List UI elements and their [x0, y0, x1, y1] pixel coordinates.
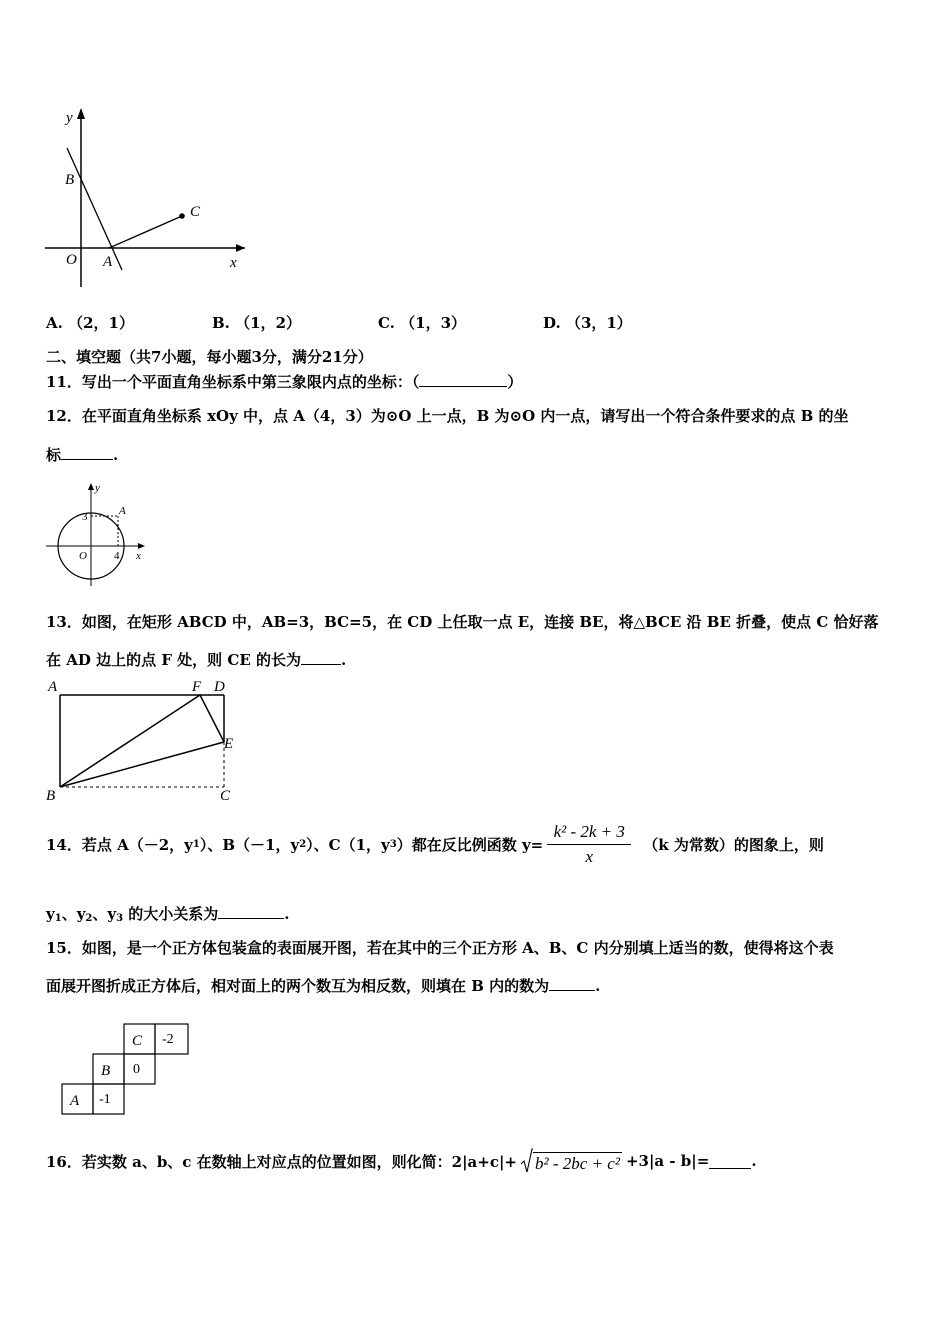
x-axis-arrow-icon: [236, 244, 245, 252]
answer-blank-16: [709, 1154, 751, 1169]
answer-blank-11: [419, 372, 507, 387]
label-f: F: [192, 679, 202, 695]
option-c: C. （1，3）: [378, 314, 467, 332]
label-3: 3: [82, 511, 88, 523]
figure-q13-rectangle: [42, 676, 242, 806]
segment-ac: [109, 216, 182, 248]
question-12-line1: 12．在平面直角坐标系 xOy 中，点 A（4，3）为⊙O 上一点，B 为⊙O 内一点，请写出一个符合条件要求的点 B 的坐: [46, 407, 849, 425]
figure-q15-cube-net: [58, 1020, 198, 1120]
answer-blank-14: [218, 904, 284, 919]
label-o: O: [79, 550, 87, 562]
label-0: 0: [133, 1062, 140, 1077]
option-d: D. （3，1）: [543, 314, 632, 332]
y-axis-arrow-icon: [77, 108, 85, 119]
question-15-line1: 15．如图，是一个正方体包装盒的表面展开图，若在其中的三个正方形 A、B、C 内分别填上适当的数，使得将这个表: [46, 939, 834, 957]
figure-q12-circle: [42, 478, 152, 590]
option-b: B. （1，2）: [212, 314, 302, 332]
question-13-line1: 13．如图，在矩形 ABCD 中，AB=3，BC=5，在 CD 上任取一点 E，连接 BE，将△BCE 沿 BE 折叠，使点 C 恰好落: [46, 613, 879, 631]
square-root: b² - 2bc + c²: [521, 1148, 622, 1174]
question-12-line2: 标 .: [46, 446, 119, 464]
answer-blank-12: [61, 445, 113, 460]
question-11: 11．写出一个平面直角坐标系中第三象限内点的坐标：（ ）: [46, 373, 523, 391]
label-e: E: [224, 736, 234, 752]
label-y: y: [95, 482, 100, 494]
label-x: x: [230, 255, 237, 271]
question-14-line2: $y_1$、$y_2$、$y_3$ 的大小关系为 .: [46, 905, 290, 924]
label-a: A: [103, 254, 113, 270]
option-a: A. （2，1）: [46, 314, 134, 332]
label-b: B: [65, 172, 75, 188]
answer-blank-13: [301, 650, 341, 665]
label-4: 4: [114, 550, 120, 562]
label-neg1: -1: [99, 1092, 111, 1107]
label-b: B: [101, 1063, 111, 1079]
label-x: x: [136, 550, 141, 562]
label-a: A: [48, 679, 58, 695]
point-c: [179, 213, 185, 219]
label-c: C: [190, 204, 201, 220]
x-axis-arrow-icon: [138, 543, 145, 549]
fraction: $\frac{\text{k² - 2k + 3}}{x}$: [547, 822, 631, 867]
question-14-line1: 14．若点 A（－2，y 1 ）、B（－1，y 2 ）、C（1，y 3 ）都在反比例函数 y= $\frac{\text{k² - 2k + 3}}{x}$ （k 为常数）的图象上，则: [46, 821, 824, 866]
section-heading: 二、填空题（共7小题，每小题3分，满分21分）: [46, 348, 373, 366]
label-y: y: [66, 110, 73, 126]
label-c: C: [132, 1033, 143, 1049]
question-13-line2: 在 AD 边上的点 F 处，则 CE 的长为 .: [46, 651, 347, 669]
label-o: O: [66, 252, 77, 268]
question-15-line2: 面展开图折成正方体后，相对面上的两个数互为相反数，则填在 B 内的数为 .: [46, 977, 601, 995]
radical-sign-icon: [521, 1148, 533, 1174]
question-16: 16．若实数 a、b、c 在数轴上对应点的位置如图，则化简：2|a+c|+ b² - 2bc + c² +3|a - b|= .: [46, 1140, 757, 1182]
answer-blank-15: [549, 976, 595, 991]
label-d: D: [214, 679, 225, 695]
label-c: C: [220, 788, 231, 804]
label-b: B: [46, 788, 56, 804]
label-neg2: -2: [162, 1032, 174, 1047]
y-axis-arrow-icon: [88, 483, 94, 490]
label-a: A: [70, 1093, 80, 1109]
figure-q10-coordinate-plane: [40, 102, 255, 292]
label-a: A: [119, 505, 126, 517]
